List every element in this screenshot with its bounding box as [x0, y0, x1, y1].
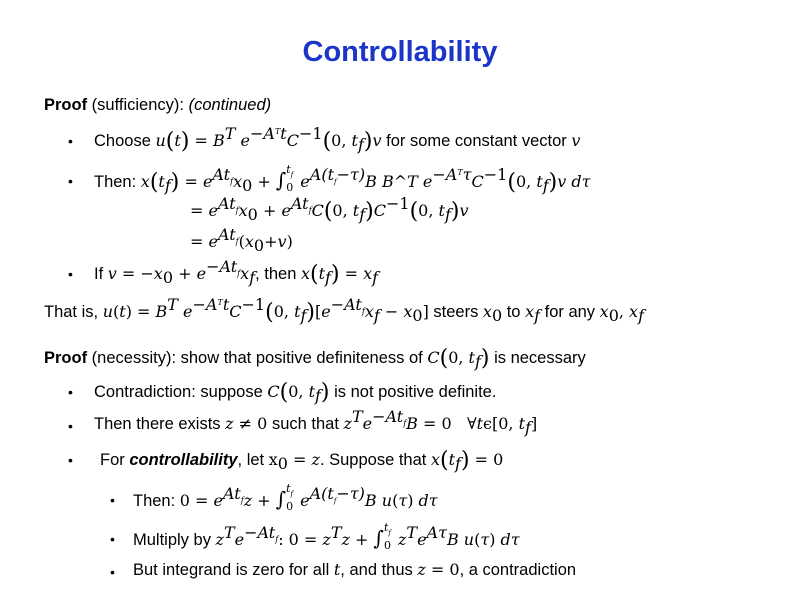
then-zero-line: Then: $0 = e^{At_f}z$ + ∫ $t_f$ 0 $e^{A(t_f-\tau)}B$ u(τ) dτ [133, 482, 438, 513]
contradiction-text: Contradiction: suppose [94, 383, 268, 401]
let-text: , let [237, 451, 269, 469]
contradiction-line: Contradiction: suppose C(0, $t_f$) is not positive definite. [94, 380, 497, 405]
integrand-zero-line: But integrand is zero for all t, and thus z = 0, a contradiction [133, 560, 577, 579]
bullet-dot-icon: • [68, 384, 73, 400]
control-input-formula: u [155, 131, 166, 150]
integrand-text: But integrand is zero for all [133, 561, 334, 579]
for-text: For [100, 451, 130, 469]
controllability-emphasis: controllability [129, 451, 238, 469]
contradiction-tail-text: , a contradiction [459, 561, 577, 579]
bullet-dot-icon: • [110, 492, 115, 508]
then-text: Then: [94, 173, 141, 191]
such-that-text: such that [267, 415, 344, 433]
then-derivation-line-1: Then: $x(t_f) = e^{At_f}x_0$ + ∫ $t_f$ 0 $e^{A(t_f-\tau)}B$ B^T $e^{-A^T\tau}C^{-1}(0$, $t_f)v$ dτ [94, 163, 591, 195]
not-pd-text: is not positive definite. [329, 383, 497, 401]
proof-necessity-text: (necessity): show that positive definiteness of [87, 349, 428, 367]
proof-label: Proof [44, 96, 88, 114]
then-text: , then [255, 265, 301, 283]
continued-label: (continued) [188, 96, 272, 114]
then-derivation-line-2: = $e^{At_f}x_0 + e^{At_f}C(0$, $t_f)C^{-1}(0$, $t_f)v$ [190, 194, 469, 224]
then-derivation-line-3: = $e^{At_f}(x_0+v)$ [190, 225, 293, 255]
if-v-line: If $v = -x_0 + e^{-At_f}x_f$, then $x(t_f) = x_f$ [94, 257, 379, 287]
suppose-text: . Suppose that [319, 451, 431, 469]
bullet-dot-icon: • [110, 531, 115, 547]
proof-sufficiency-heading [44, 96, 271, 115]
exists-text: Then there exists [94, 415, 226, 433]
bullet-dot-icon: • [68, 418, 73, 434]
choose-tail-text: for some constant vector [381, 132, 572, 150]
thus-text: , and thus [340, 561, 418, 579]
multiply-text: Multiply by [133, 531, 216, 549]
is-necessary-text: is necessary [489, 349, 586, 367]
bullet-dot-icon: • [68, 173, 73, 189]
multiply-line: Multiply by $z^Te^{-At_f}$: $0 = z^Tz$ + ∫ $t_f$ 0 $z^Te^{A\tau}B$ u(τ) dτ [133, 521, 520, 552]
choose-text: Choose [94, 132, 156, 150]
then-text: Then: [133, 492, 180, 510]
exists-z-line: Then there exists z ≠ 0 such that $z^Te^{-At_f}B = 0$ ∀tϵ[0, $t_f$] [94, 407, 538, 437]
bullet-dot-icon: • [68, 266, 73, 282]
controllability-line: For controllability, let $x_0 = z$. Suppose that $x(t_f) = 0$ [100, 448, 504, 473]
for-any-text: for any [540, 303, 600, 321]
bullet-dot-icon: • [68, 133, 73, 149]
slide-title: Controllability [302, 36, 498, 68]
proof-necessity-heading: Proof (necessity): show that positive definiteness of C(0, $t_f$) is necessary [44, 346, 586, 371]
steers-text: steers [428, 303, 483, 321]
bullet-dot-icon: • [110, 564, 115, 580]
proof-sufficiency-label: (sufficiency): [87, 96, 189, 114]
bullet-dot-icon: • [68, 452, 73, 468]
that-is-line: That is, $u(t) = B^T$ $e^{-A^Tt}C^{-1}(0$, $t_f)[e^{-At_f}x_f - x_0]$ steers $x_0$ to $x_f$ for any $x_0$, $x_f$ [44, 295, 644, 325]
proof-label: Proof [44, 349, 88, 367]
if-text: If [94, 265, 108, 283]
to-text: to [502, 303, 526, 321]
that-is-text: That is, [44, 303, 103, 321]
choose-input-line: Choose $u(t) = B^T$ $e^{-A^Tt}C^{-1}(0$, $t_f)v$ for some constant vector v [94, 124, 581, 154]
